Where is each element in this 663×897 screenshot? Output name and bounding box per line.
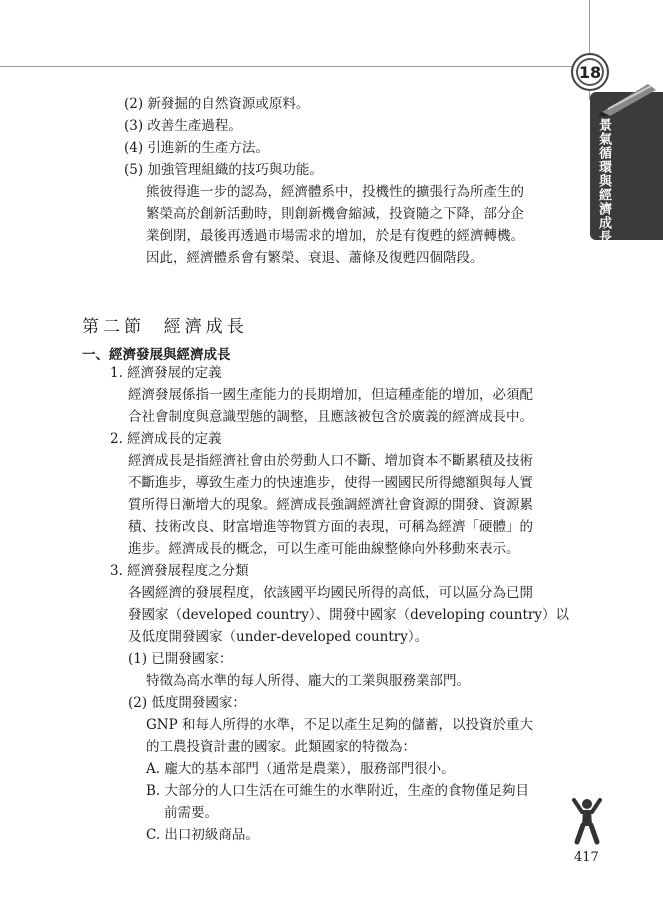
sub-item-heading: (2) 低度開發國家：: [128, 695, 246, 711]
list-item: (3) 改善生產過程。: [124, 118, 242, 134]
feature-item: A. 龐大的基本部門（通常是農業），服務部門很小。: [146, 761, 455, 777]
header-rule: [0, 66, 600, 67]
paragraph-line: 不斷進步，導致生產力的快速進步，使得一國國民所得總額與每人實: [128, 475, 533, 491]
paragraph-line: 質所得日漸增大的現象。經濟成長強調經濟社會資源的開發、資源累: [128, 497, 533, 513]
chapter-title: 景氣循環與經濟成長: [596, 118, 611, 244]
paragraph-line: 經濟發展係指一國生產能力的長期增加，但這種產能的增加，必須配: [128, 387, 533, 403]
paragraph-line: 熊彼得進一步的認為，經濟體系中，投機性的擴張行為所產生的: [146, 184, 524, 200]
paragraph-line: 積、技術改良、財富增進等物質方面的表現，可稱為經濟「硬體」的: [128, 519, 533, 535]
sub-item-heading: (1) 已開發國家：: [128, 651, 233, 667]
subsection-heading: 一、經濟發展與經濟成長: [82, 347, 231, 363]
chapter-number-badge: 18: [571, 53, 609, 91]
paragraph-line: 各國經濟的發展程度，依該國平均國民所得的高低，可以區分為已開: [128, 585, 533, 601]
item-heading: 3. 經濟發展程度之分類: [110, 563, 249, 579]
feature-item: C. 出口初級商品。: [146, 827, 259, 843]
feature-item: 前需要。: [164, 805, 218, 821]
paragraph-line: GNP 和每人所得的水準，不足以產生足夠的儲蓄，以投資於重大: [146, 717, 533, 733]
paragraph-line: 及低度開發國家（under-developed country）。: [128, 629, 429, 645]
feature-item: B. 大部分的人口生活在可維生的水準附近，生產的食物僅足夠目: [146, 783, 530, 799]
section-title: 第二節 經濟成長: [82, 317, 248, 337]
paragraph-line: 特徵為高水準的每人所得、龐大的工業與服務業部門。: [146, 673, 470, 689]
paragraph-line: 繁榮高於創新活動時，則創新機會縮減，投資隨之下降，部分企: [146, 206, 524, 222]
paragraph-line: 經濟成長是指經濟社會由於勞動人口不斷、增加資本不斷累積及技術: [128, 453, 533, 469]
person-figure-icon: [570, 796, 604, 846]
paragraph-line: 進步。經濟成長的概念，可以生產可能曲線整條向外移動來表示。: [128, 541, 520, 557]
page-number: 417: [574, 850, 599, 865]
list-item: (5) 加強管理組織的技巧與功能。: [124, 162, 323, 178]
pen-icon: [598, 80, 660, 116]
list-item: (2) 新發掘的自然資源或原料。: [124, 96, 310, 112]
paragraph-line: 業倒閉，最後再透過市場需求的增加，於是有復甦的經濟轉機。: [146, 228, 524, 244]
paragraph-line: 因此，經濟體系會有繁榮、衰退、蕭條及復甦四個階段。: [146, 250, 484, 266]
item-heading: 2. 經濟成長的定義: [110, 431, 222, 447]
list-item: (4) 引進新的生產方法。: [124, 140, 269, 156]
paragraph-line: 發國家（developed country）、開發中國家（developing country）以: [128, 607, 569, 623]
item-heading: 1. 經濟發展的定義: [110, 365, 222, 381]
paragraph-line: 的工農投資計畫的國家。此類國家的特徵為：: [146, 739, 416, 755]
paragraph-line: 合社會制度與意識型態的調整，且應該被包含於廣義的經濟成長中。: [128, 409, 533, 425]
